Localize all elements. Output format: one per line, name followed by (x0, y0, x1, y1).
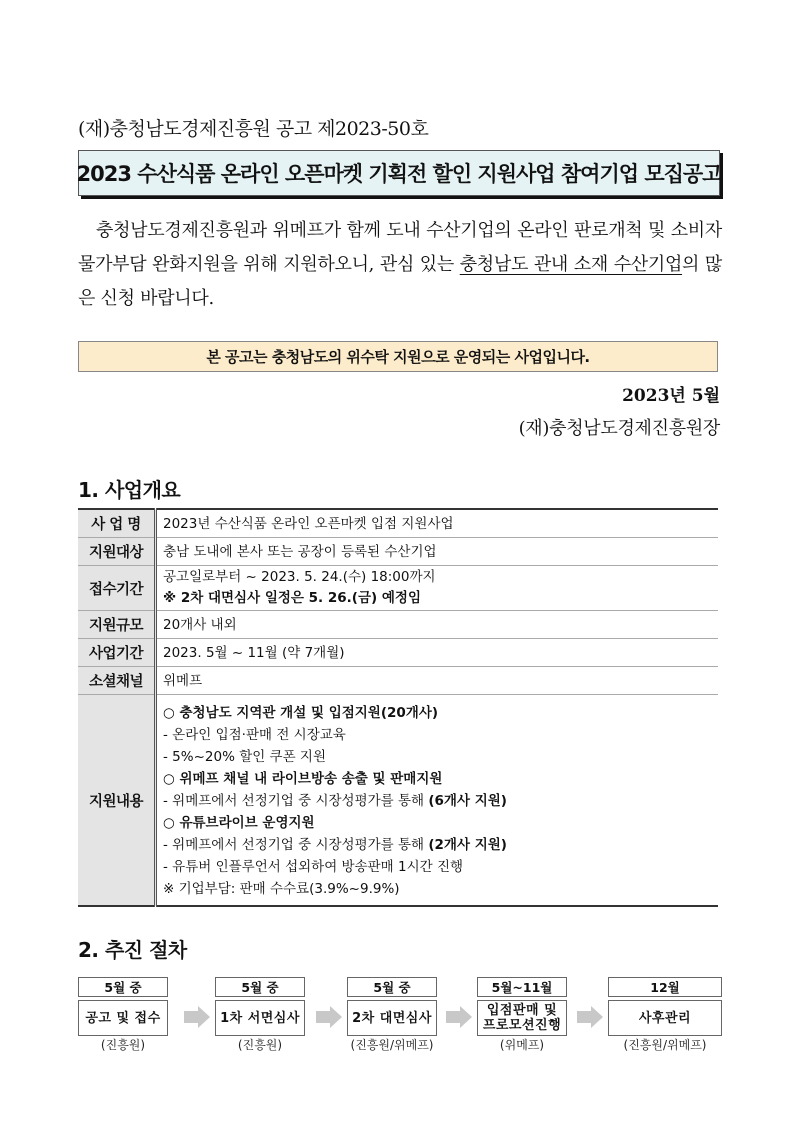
intro-paragraph (78, 214, 722, 316)
table-row (78, 538, 718, 566)
step-period: 5월 중 (215, 977, 305, 997)
row-value: 2023년 수산식품 온라인 오픈마켓 입점 지원사업 (156, 509, 719, 538)
table-row (78, 509, 718, 538)
step-box: 2차 대면심사 (347, 1000, 437, 1036)
row-label: 지원규모 (78, 611, 156, 639)
step-box: 사후관리 (608, 1000, 722, 1036)
overview-table (78, 508, 718, 907)
row-value: 공고일로부터 ~ 2023. 5. 24.(수) 18:00까지 ※ 2차 대면심사 일정은 5. 26.(금) 예정임 (156, 566, 719, 611)
section-procedure-title: 2. 추진 절차 (78, 938, 187, 962)
arrow-right-icon (446, 1006, 472, 1028)
row-label: 지원대상 (78, 538, 156, 566)
step-owner: (진흥원/위메프) (623, 1038, 707, 1052)
step-owner: (위메프) (499, 1038, 545, 1052)
arrow-right-icon (184, 1006, 210, 1028)
row-value: 충남 도내에 본사 또는 공장이 등록된 수산기업 (156, 538, 719, 566)
step-owner: (진흥원/위메프) (350, 1038, 434, 1052)
table-row (78, 611, 718, 639)
step-owner: (진흥원) (100, 1038, 146, 1052)
document-title-box (78, 150, 720, 196)
step-period: 12월 (608, 977, 722, 997)
row-label: 사업기간 (78, 639, 156, 667)
issuer: (재)충청남도경제진흥원장 (518, 418, 720, 439)
step-box: 공고 및 접수 (78, 1000, 168, 1036)
row-value: ○ 충청남도 지역관 개설 및 입점지원(20개사) - 온라인 입점·판매 전 시장교육 - 5%~20% 할인 쿠폰 지원 ○ 위메프 채널 내 라이브방송 송출 및 판매지원 - 위메프에서 선정기업 중 시장성평가를 통해 (6개사 지원) ○ 유튜브라이브 운영지원 - 위메프에서 선정기업 중 시장성평가를 통해 (2개사 지원) - 유튜버 인플루언서 섭외하여 방송판매 1시간 진행 ※ 기업부담: 판매 수수료(3.9%~9.9%) (156, 695, 719, 907)
section-overview-title: 1. 사업개요 (78, 478, 181, 502)
consignment-notice (78, 341, 718, 372)
support-item: ○ 위메프 채널 내 라이브방송 송출 및 판매지원 (163, 770, 443, 787)
row-value: 위메프 (156, 667, 719, 695)
support-item: ○ 충청남도 지역관 개설 및 입점지원(20개사) (163, 704, 439, 721)
arrow-right-icon (316, 1006, 342, 1028)
consignment-notice-text: 본 공고는 충청남도의 위수탁 지원으로 운영되는 사업입니다. (206, 348, 590, 366)
step-box: 입점판매 및 프로모션진행 (477, 1000, 567, 1036)
step-period: 5월~11월 (477, 977, 567, 997)
row-value: 2023. 5월 ~ 11월 (약 7개월) (156, 639, 719, 667)
arrow-right-icon (577, 1006, 603, 1028)
row-label: 사 업 명 (78, 509, 156, 538)
intro-text-end: 의 많은 신청 바랍니다. (78, 254, 722, 309)
table-row (78, 667, 718, 695)
support-item: ○ 유튜브라이브 운영지원 (163, 814, 315, 831)
table-row (78, 639, 718, 667)
table-row (78, 695, 718, 907)
intro-text: 충청남도경제진흥원과 위메프가 함께 도내 수산기업의 온라인 판로개척 및 소비자 물가부담 완화지원을 위해 지원하오니, 관심 있는 (78, 220, 722, 275)
notice-number: (재)충청남도경제진흥원 공고 제2023-50호 (78, 118, 429, 140)
document-title: 2023 수산식품 온라인 오픈마켓 기획전 할인 지원사업 참여기업 모집공고 (76, 162, 722, 186)
intro-emphasis: 충청남도 관내 소재 수산기업 (459, 254, 683, 275)
row-value: 20개사 내외 (156, 611, 719, 639)
table-row (78, 566, 718, 611)
row-label: 접수기간 (78, 566, 156, 611)
step-box: 1차 서면심사 (215, 1000, 305, 1036)
step-period: 5월 중 (347, 977, 437, 997)
row-label: 소셜채널 (78, 667, 156, 695)
row-label: 지원내용 (78, 695, 156, 907)
step-period: 5월 중 (78, 977, 168, 997)
announcement-date: 2023년 5월 (622, 386, 720, 406)
step-owner: (진흥원) (237, 1038, 283, 1052)
